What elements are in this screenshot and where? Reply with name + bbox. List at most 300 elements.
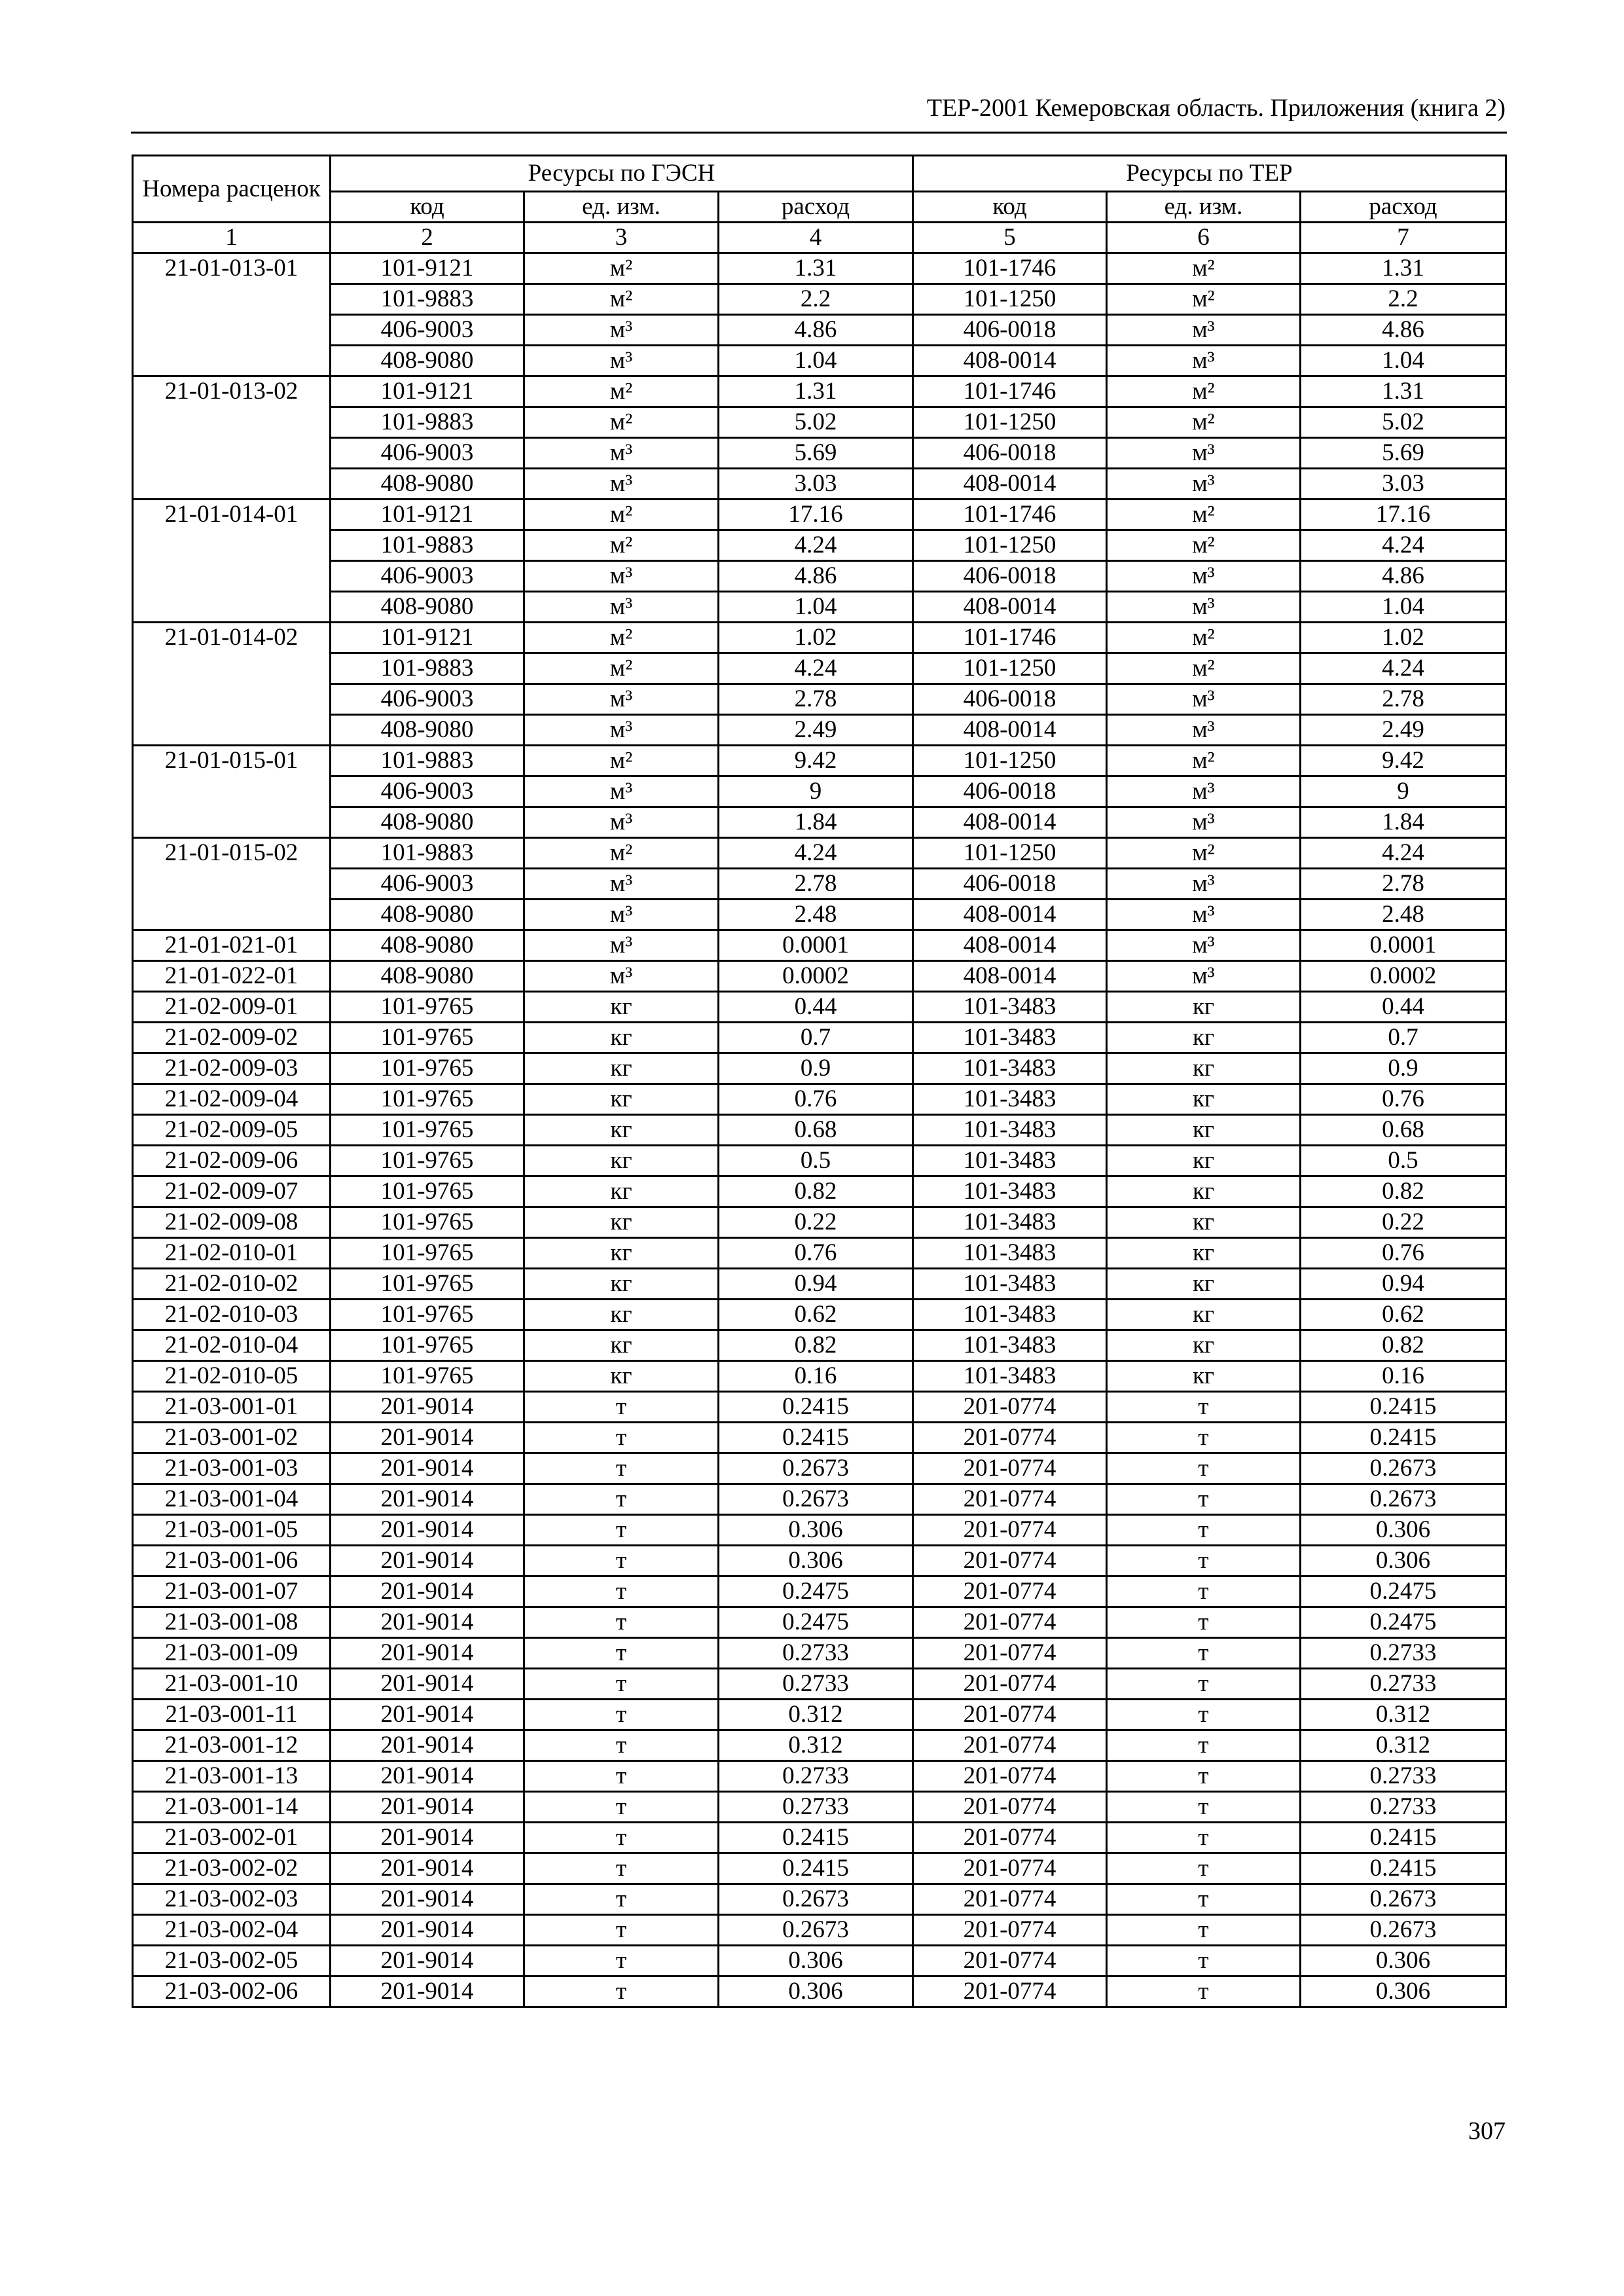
ter-amount-cell: 0.2673 — [1301, 1453, 1506, 1484]
gesn-amount-cell: 0.2673 — [719, 1884, 913, 1915]
ter-unit-cell: т — [1107, 1453, 1301, 1484]
gesn-code-cell: 101-9765 — [331, 1300, 524, 1330]
gesn-amount-cell: 0.22 — [719, 1207, 913, 1238]
gesn-unit-cell: т — [524, 1546, 719, 1576]
table-row — [133, 438, 1506, 469]
ter-amount-cell: 4.24 — [1301, 653, 1506, 684]
ter-code-cell: 201-0774 — [913, 1700, 1107, 1730]
gesn-code-cell: 201-9014 — [331, 1977, 524, 2007]
table-row — [133, 1115, 1506, 1146]
gesn-code-cell: 201-9014 — [331, 1792, 524, 1823]
ter-amount-cell: 0.5 — [1301, 1146, 1506, 1176]
ter-amount-cell: 0.44 — [1301, 992, 1506, 1023]
ter-code-cell: 201-0774 — [913, 1761, 1107, 1792]
gesn-code-cell: 201-9014 — [331, 1884, 524, 1915]
column-number: 7 — [1301, 223, 1506, 253]
gesn-unit-cell: т — [524, 1423, 719, 1453]
gesn-unit-cell: т — [524, 1669, 719, 1700]
rate-number-cell: 21-02-010-04 — [133, 1330, 331, 1361]
ter-unit-cell: м³ — [1107, 715, 1301, 746]
ter-amount-cell: 0.306 — [1301, 1515, 1506, 1546]
ter-unit-cell: т — [1107, 1853, 1301, 1884]
gesn-code-cell: 201-9014 — [331, 1392, 524, 1423]
gesn-unit-cell: т — [524, 1638, 719, 1669]
gesn-amount-cell: 4.86 — [719, 315, 913, 346]
gesn-amount-cell: 1.02 — [719, 623, 913, 653]
gesn-code-cell: 201-9014 — [331, 1453, 524, 1484]
ter-unit-cell: м² — [1107, 653, 1301, 684]
table-row — [133, 653, 1506, 684]
gesn-code-cell: 101-9883 — [331, 746, 524, 776]
gesn-amount-cell: 0.2475 — [719, 1576, 913, 1607]
gesn-amount-cell: 2.78 — [719, 684, 913, 715]
running-head-title: ТЕР-2001 Кемеровская область. Приложения (книга 2) — [926, 94, 1506, 122]
gesn-amount-cell: 0.2733 — [719, 1792, 913, 1823]
gesn-amount-cell: 1.84 — [719, 807, 913, 838]
ter-unit-cell: кг — [1107, 1269, 1301, 1300]
gesn-code-cell: 101-9883 — [331, 530, 524, 561]
gesn-unit-cell: кг — [524, 1361, 719, 1392]
gesn-code-cell: 101-9883 — [331, 653, 524, 684]
header-rule — [131, 132, 1507, 134]
table-row — [133, 1023, 1506, 1053]
ter-amount-cell: 0.2415 — [1301, 1392, 1506, 1423]
gesn-amount-cell: 0.68 — [719, 1115, 913, 1146]
ter-code-cell: 101-1250 — [913, 407, 1107, 438]
ter-code-cell: 406-0018 — [913, 438, 1107, 469]
table-row — [133, 1269, 1506, 1300]
table-row — [133, 1792, 1506, 1823]
ter-unit-cell: т — [1107, 1484, 1301, 1515]
rate-number-cell: 21-03-001-05 — [133, 1515, 331, 1546]
gesn-code-cell: 101-9765 — [331, 1023, 524, 1053]
gesn-amount-cell: 2.2 — [719, 284, 913, 315]
ter-amount-cell: 0.2673 — [1301, 1915, 1506, 1946]
gesn-unit-cell: кг — [524, 1115, 719, 1146]
gesn-amount-cell: 0.82 — [719, 1176, 913, 1207]
ter-unit-cell: м³ — [1107, 776, 1301, 807]
gesn-amount-cell: 1.04 — [719, 592, 913, 623]
table-row — [133, 838, 1506, 869]
table-row — [133, 1761, 1506, 1792]
ter-code-cell: 201-0774 — [913, 1730, 1107, 1761]
subheader-ter-amount: расход — [1301, 192, 1506, 223]
ter-unit-cell: т — [1107, 1915, 1301, 1946]
gesn-amount-cell: 0.16 — [719, 1361, 913, 1392]
ter-unit-cell: т — [1107, 1638, 1301, 1669]
gesn-amount-cell: 4.24 — [719, 838, 913, 869]
rate-number-cell: 21-01-013-01 — [133, 253, 331, 376]
gesn-amount-cell: 1.31 — [719, 376, 913, 407]
ter-amount-cell: 0.312 — [1301, 1700, 1506, 1730]
gesn-code-cell: 406-9003 — [331, 315, 524, 346]
gesn-amount-cell: 0.2415 — [719, 1853, 913, 1884]
gesn-code-cell: 201-9014 — [331, 1761, 524, 1792]
ter-amount-cell: 0.306 — [1301, 1946, 1506, 1977]
gesn-amount-cell: 0.44 — [719, 992, 913, 1023]
gesn-code-cell: 101-9765 — [331, 1330, 524, 1361]
gesn-code-cell: 408-9080 — [331, 469, 524, 500]
rate-number-cell: 21-03-001-04 — [133, 1484, 331, 1515]
table-row — [133, 1484, 1506, 1515]
ter-code-cell: 101-3483 — [913, 1023, 1107, 1053]
rate-number-cell: 21-03-001-13 — [133, 1761, 331, 1792]
rate-number-cell: 21-02-010-01 — [133, 1238, 331, 1269]
ter-unit-cell: м³ — [1107, 869, 1301, 900]
ter-unit-cell: т — [1107, 1423, 1301, 1453]
gesn-unit-cell: м³ — [524, 776, 719, 807]
ter-amount-cell: 0.2673 — [1301, 1884, 1506, 1915]
gesn-unit-cell: кг — [524, 1146, 719, 1176]
table-row — [133, 592, 1506, 623]
gesn-code-cell: 201-9014 — [331, 1946, 524, 1977]
gesn-unit-cell: кг — [524, 1084, 719, 1115]
table-row — [133, 315, 1506, 346]
ter-unit-cell: кг — [1107, 1146, 1301, 1176]
ter-amount-cell: 0.2733 — [1301, 1761, 1506, 1792]
gesn-amount-cell: 2.78 — [719, 869, 913, 900]
table-row — [133, 869, 1506, 900]
ter-code-cell: 101-3483 — [913, 1146, 1107, 1176]
table-row — [133, 1576, 1506, 1607]
ter-amount-cell: 3.03 — [1301, 469, 1506, 500]
ter-code-cell: 101-1746 — [913, 623, 1107, 653]
column-number: 6 — [1107, 223, 1301, 253]
ter-unit-cell: т — [1107, 1515, 1301, 1546]
gesn-unit-cell: м² — [524, 284, 719, 315]
ter-unit-cell: кг — [1107, 1053, 1301, 1084]
column-number: 3 — [524, 223, 719, 253]
ter-code-cell: 101-3483 — [913, 1084, 1107, 1115]
gesn-unit-cell: т — [524, 1392, 719, 1423]
gesn-amount-cell: 0.62 — [719, 1300, 913, 1330]
table-row — [133, 1361, 1506, 1392]
ter-amount-cell: 0.22 — [1301, 1207, 1506, 1238]
gesn-amount-cell: 0.7 — [719, 1023, 913, 1053]
ter-unit-cell: м² — [1107, 623, 1301, 653]
gesn-amount-cell: 0.2415 — [719, 1423, 913, 1453]
gesn-unit-cell: т — [524, 1730, 719, 1761]
gesn-amount-cell: 0.76 — [719, 1084, 913, 1115]
gesn-code-cell: 201-9014 — [331, 1915, 524, 1946]
rate-number-cell: 21-03-001-11 — [133, 1700, 331, 1730]
gesn-code-cell: 101-9883 — [331, 838, 524, 869]
column-number: 1 — [133, 223, 331, 253]
rate-number-cell: 21-02-009-05 — [133, 1115, 331, 1146]
table-row — [133, 1669, 1506, 1700]
table-row — [133, 1946, 1506, 1977]
ter-amount-cell: 4.24 — [1301, 838, 1506, 869]
gesn-unit-cell: м³ — [524, 438, 719, 469]
ter-amount-cell: 5.02 — [1301, 407, 1506, 438]
table-row — [133, 1700, 1506, 1730]
subheader-gesn-code: код — [331, 192, 524, 223]
ter-code-cell: 201-0774 — [913, 1423, 1107, 1453]
gesn-code-cell: 101-9765 — [331, 1176, 524, 1207]
gesn-amount-cell: 0.2733 — [719, 1761, 913, 1792]
table-row — [133, 1884, 1506, 1915]
gesn-unit-cell: т — [524, 1515, 719, 1546]
table-row — [133, 407, 1506, 438]
rate-number-cell: 21-01-013-02 — [133, 376, 331, 500]
ter-amount-cell: 0.2733 — [1301, 1669, 1506, 1700]
gesn-code-cell: 101-9765 — [331, 992, 524, 1023]
gesn-unit-cell: м² — [524, 530, 719, 561]
table-row — [133, 1238, 1506, 1269]
table-row — [133, 1638, 1506, 1669]
ter-unit-cell: кг — [1107, 1115, 1301, 1146]
rate-number-cell: 21-02-009-01 — [133, 992, 331, 1023]
ter-code-cell: 201-0774 — [913, 1546, 1107, 1576]
gesn-code-cell: 408-9080 — [331, 900, 524, 930]
table-row — [133, 684, 1506, 715]
ter-amount-cell: 2.48 — [1301, 900, 1506, 930]
gesn-unit-cell: т — [524, 1607, 719, 1638]
gesn-unit-cell: м³ — [524, 346, 719, 376]
gesn-code-cell: 101-9883 — [331, 284, 524, 315]
ter-code-cell: 101-3483 — [913, 1300, 1107, 1330]
ter-amount-cell: 0.2733 — [1301, 1638, 1506, 1669]
ter-amount-cell: 2.78 — [1301, 684, 1506, 715]
gesn-amount-cell: 1.04 — [719, 346, 913, 376]
ter-unit-cell: т — [1107, 1392, 1301, 1423]
subheader-gesn-unit: ед. изм. — [524, 192, 719, 223]
ter-code-cell: 408-0014 — [913, 346, 1107, 376]
ter-code-cell: 408-0014 — [913, 807, 1107, 838]
rate-number-cell: 21-03-001-10 — [133, 1669, 331, 1700]
column-number: 2 — [331, 223, 524, 253]
ter-unit-cell: т — [1107, 1700, 1301, 1730]
gesn-unit-cell: м³ — [524, 315, 719, 346]
gesn-amount-cell: 0.312 — [719, 1700, 913, 1730]
gesn-unit-cell: т — [524, 1453, 719, 1484]
rate-number-cell: 21-02-010-03 — [133, 1300, 331, 1330]
gesn-code-cell: 201-9014 — [331, 1853, 524, 1884]
table-row — [133, 500, 1506, 530]
gesn-code-cell: 201-9014 — [331, 1730, 524, 1761]
gesn-unit-cell: м³ — [524, 961, 719, 992]
ter-amount-cell: 9.42 — [1301, 746, 1506, 776]
gesn-unit-cell: т — [524, 1884, 719, 1915]
ter-unit-cell: м² — [1107, 284, 1301, 315]
gesn-unit-cell: кг — [524, 1300, 719, 1330]
rate-number-cell: 21-03-002-04 — [133, 1915, 331, 1946]
ter-code-cell: 101-1250 — [913, 653, 1107, 684]
ter-code-cell: 406-0018 — [913, 561, 1107, 592]
ter-amount-cell: 0.76 — [1301, 1238, 1506, 1269]
gesn-code-cell: 101-9765 — [331, 1146, 524, 1176]
ter-amount-cell: 0.306 — [1301, 1546, 1506, 1576]
header-rate-numbers-label: Номера расценок — [142, 175, 321, 202]
ter-code-cell: 101-1250 — [913, 746, 1107, 776]
ter-unit-cell: кг — [1107, 1176, 1301, 1207]
gesn-unit-cell: м³ — [524, 869, 719, 900]
ter-code-cell: 101-3483 — [913, 1207, 1107, 1238]
ter-unit-cell: т — [1107, 1792, 1301, 1823]
table-row — [133, 961, 1506, 992]
gesn-unit-cell: м³ — [524, 900, 719, 930]
ter-unit-cell: т — [1107, 1946, 1301, 1977]
ter-amount-cell: 0.2415 — [1301, 1823, 1506, 1853]
table-row — [133, 1915, 1506, 1946]
gesn-code-cell: 408-9080 — [331, 961, 524, 992]
column-number: 4 — [719, 223, 913, 253]
gesn-unit-cell: кг — [524, 992, 719, 1023]
rate-number-cell: 21-02-009-07 — [133, 1176, 331, 1207]
gesn-unit-cell: т — [524, 1484, 719, 1515]
table-row — [133, 1515, 1506, 1546]
ter-unit-cell: м² — [1107, 746, 1301, 776]
gesn-unit-cell: м² — [524, 838, 719, 869]
rate-number-cell: 21-03-001-12 — [133, 1730, 331, 1761]
gesn-amount-cell: 0.2733 — [719, 1638, 913, 1669]
gesn-unit-cell: кг — [524, 1238, 719, 1269]
ter-code-cell: 408-0014 — [913, 469, 1107, 500]
ter-code-cell: 101-3483 — [913, 1269, 1107, 1300]
gesn-code-cell: 101-9765 — [331, 1115, 524, 1146]
gesn-amount-cell: 0.9 — [719, 1053, 913, 1084]
gesn-amount-cell: 0.306 — [719, 1515, 913, 1546]
rate-number-cell: 21-01-021-01 — [133, 930, 331, 961]
ter-code-cell: 101-3483 — [913, 1238, 1107, 1269]
gesn-code-cell: 101-9121 — [331, 253, 524, 284]
gesn-unit-cell: т — [524, 1700, 719, 1730]
header-rate-numbers — [133, 156, 331, 223]
ter-unit-cell: м³ — [1107, 930, 1301, 961]
rate-number-cell: 21-02-010-05 — [133, 1361, 331, 1392]
rate-number-cell: 21-03-002-01 — [133, 1823, 331, 1853]
rate-number-cell: 21-03-001-09 — [133, 1638, 331, 1669]
gesn-unit-cell: кг — [524, 1053, 719, 1084]
gesn-amount-cell: 4.86 — [719, 561, 913, 592]
rate-number-cell: 21-02-009-02 — [133, 1023, 331, 1053]
table-row — [133, 253, 1506, 284]
table-row — [133, 1207, 1506, 1238]
table-row — [133, 900, 1506, 930]
rate-number-cell: 21-03-002-05 — [133, 1946, 331, 1977]
ter-code-cell: 201-0774 — [913, 1484, 1107, 1515]
gesn-unit-cell: т — [524, 1946, 719, 1977]
ter-code-cell: 101-1250 — [913, 284, 1107, 315]
ter-code-cell: 408-0014 — [913, 961, 1107, 992]
ter-amount-cell: 0.2673 — [1301, 1484, 1506, 1515]
ter-code-cell: 101-1250 — [913, 838, 1107, 869]
ter-amount-cell: 2.2 — [1301, 284, 1506, 315]
gesn-amount-cell: 0.0001 — [719, 930, 913, 961]
ter-code-cell: 101-3483 — [913, 1176, 1107, 1207]
ter-unit-cell: т — [1107, 1576, 1301, 1607]
rate-number-cell: 21-03-002-03 — [133, 1884, 331, 1915]
ter-code-cell: 406-0018 — [913, 684, 1107, 715]
gesn-code-cell: 406-9003 — [331, 869, 524, 900]
table-row — [133, 561, 1506, 592]
gesn-unit-cell: т — [524, 1915, 719, 1946]
gesn-amount-cell: 0.312 — [719, 1730, 913, 1761]
ter-unit-cell: м³ — [1107, 900, 1301, 930]
ter-code-cell: 101-1250 — [913, 530, 1107, 561]
ter-unit-cell: м³ — [1107, 684, 1301, 715]
gesn-code-cell: 101-9765 — [331, 1207, 524, 1238]
ter-code-cell: 201-0774 — [913, 1453, 1107, 1484]
ter-unit-cell: м³ — [1107, 346, 1301, 376]
ter-unit-cell: м² — [1107, 407, 1301, 438]
ter-amount-cell: 2.49 — [1301, 715, 1506, 746]
ter-unit-cell: т — [1107, 1977, 1301, 2007]
header-group-gesn: Ресурсы по ГЭСН — [331, 156, 913, 192]
ter-unit-cell: м² — [1107, 376, 1301, 407]
gesn-code-cell: 201-9014 — [331, 1607, 524, 1638]
ter-unit-cell: т — [1107, 1730, 1301, 1761]
ter-unit-cell: т — [1107, 1823, 1301, 1853]
gesn-amount-cell: 5.69 — [719, 438, 913, 469]
ter-code-cell: 101-1746 — [913, 500, 1107, 530]
gesn-amount-cell: 0.2415 — [719, 1392, 913, 1423]
gesn-code-cell: 201-9014 — [331, 1638, 524, 1669]
rate-number-cell: 21-03-001-14 — [133, 1792, 331, 1823]
gesn-code-cell: 101-9765 — [331, 1084, 524, 1115]
gesn-unit-cell: т — [524, 1792, 719, 1823]
rate-number-cell: 21-03-001-07 — [133, 1576, 331, 1607]
table-row — [133, 1053, 1506, 1084]
ter-code-cell: 101-3483 — [913, 992, 1107, 1023]
ter-amount-cell: 1.04 — [1301, 346, 1506, 376]
ter-code-cell: 406-0018 — [913, 776, 1107, 807]
table-row — [133, 376, 1506, 407]
gesn-amount-cell: 0.94 — [719, 1269, 913, 1300]
ter-code-cell: 201-0774 — [913, 1915, 1107, 1946]
table-row — [133, 1546, 1506, 1576]
ter-amount-cell: 0.9 — [1301, 1053, 1506, 1084]
ter-unit-cell: м³ — [1107, 469, 1301, 500]
gesn-unit-cell: м³ — [524, 684, 719, 715]
table-row — [133, 1977, 1506, 2007]
ter-unit-cell: кг — [1107, 1023, 1301, 1053]
gesn-unit-cell: м³ — [524, 715, 719, 746]
ter-code-cell: 201-0774 — [913, 1576, 1107, 1607]
header-group-ter: Ресурсы по ТЕР — [913, 156, 1506, 192]
table-row — [133, 1084, 1506, 1115]
gesn-amount-cell: 0.2415 — [719, 1823, 913, 1853]
ter-unit-cell: т — [1107, 1546, 1301, 1576]
gesn-unit-cell: м² — [524, 500, 719, 530]
ter-amount-cell: 0.16 — [1301, 1361, 1506, 1392]
gesn-unit-cell: м³ — [524, 592, 719, 623]
gesn-code-cell: 201-9014 — [331, 1515, 524, 1546]
gesn-unit-cell: м² — [524, 407, 719, 438]
gesn-code-cell: 408-9080 — [331, 715, 524, 746]
ter-amount-cell: 0.62 — [1301, 1300, 1506, 1330]
table-row — [133, 807, 1506, 838]
gesn-code-cell: 101-9121 — [331, 623, 524, 653]
gesn-amount-cell: 3.03 — [719, 469, 913, 500]
gesn-unit-cell: кг — [524, 1023, 719, 1053]
ter-amount-cell: 0.0002 — [1301, 961, 1506, 992]
ter-unit-cell: кг — [1107, 1238, 1301, 1269]
gesn-code-cell: 406-9003 — [331, 776, 524, 807]
ter-unit-cell: м³ — [1107, 961, 1301, 992]
gesn-unit-cell: м² — [524, 623, 719, 653]
ter-unit-cell: кг — [1107, 1084, 1301, 1115]
ter-amount-cell: 1.31 — [1301, 253, 1506, 284]
gesn-code-cell: 101-9121 — [331, 500, 524, 530]
ter-amount-cell: 1.02 — [1301, 623, 1506, 653]
ter-code-cell: 408-0014 — [913, 900, 1107, 930]
gesn-amount-cell: 9.42 — [719, 746, 913, 776]
table-row — [133, 623, 1506, 653]
gesn-code-cell: 101-9765 — [331, 1361, 524, 1392]
ter-amount-cell: 5.69 — [1301, 438, 1506, 469]
page-number: 307 — [1468, 2117, 1506, 2145]
